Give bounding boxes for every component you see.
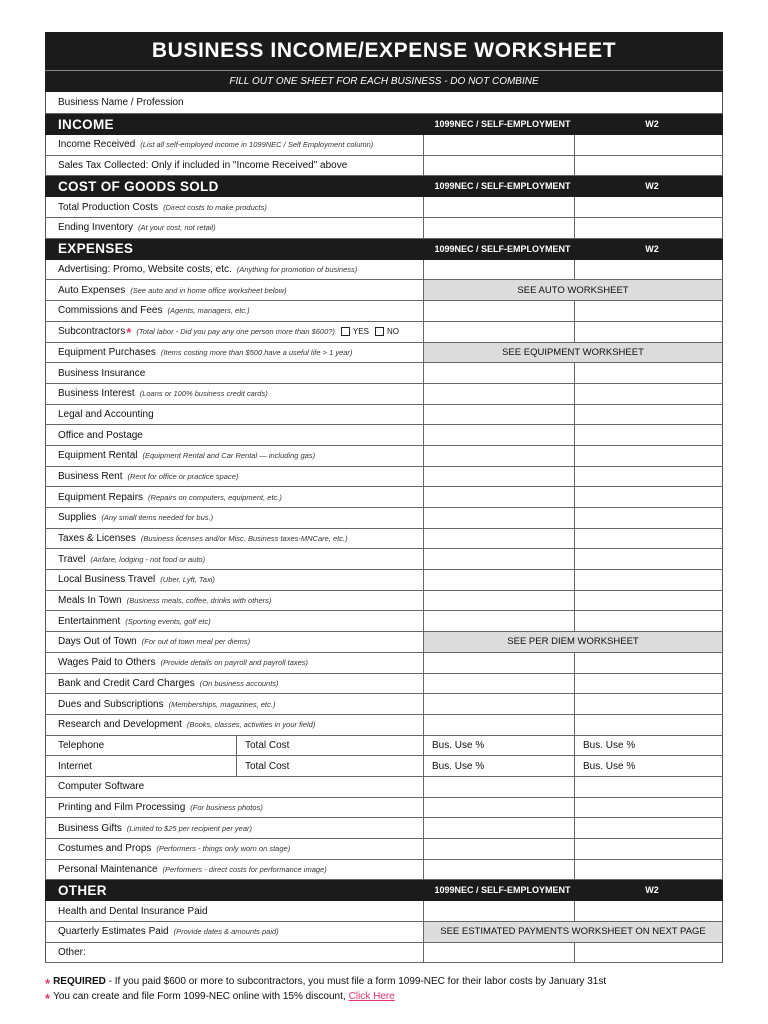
- input-w2[interactable]: [574, 405, 722, 425]
- row-label: Ending Inventory: [58, 222, 134, 234]
- input-w2[interactable]: [574, 570, 722, 590]
- row-label: Total Production Costs: [58, 201, 159, 213]
- col-w2-header: W2: [645, 885, 659, 896]
- row-label: Days Out of Town: [58, 636, 137, 648]
- input-w2[interactable]: [574, 591, 722, 611]
- input-1099[interactable]: [423, 487, 574, 507]
- row-label: Bank and Credit Card Charges: [58, 677, 195, 689]
- row-label: Business Rent: [58, 470, 123, 482]
- row-label: Sales Tax Collected: Only if included in "Income Received" above: [58, 160, 348, 172]
- row-note: (Items costing more than $500 have a useful life > 1 year): [160, 347, 353, 357]
- row-label: Other:: [58, 947, 86, 959]
- col-w2-header: W2: [645, 243, 659, 254]
- table-row: [45, 736, 723, 757]
- row-label: Income Received: [58, 139, 136, 151]
- section-cogs-header: [45, 176, 723, 197]
- input-w2[interactable]: [574, 135, 722, 155]
- required-star-icon: *: [45, 991, 51, 1006]
- required-text: - If you paid $600 or more to subcontractors, you must file a form 1099-NEC for their labor costs by January 31st: [108, 976, 607, 987]
- online-note: [45, 989, 606, 1004]
- input-1099[interactable]: [423, 818, 574, 838]
- table-row: [45, 756, 723, 777]
- input-1099[interactable]: [423, 425, 574, 445]
- table-row: [45, 218, 723, 239]
- table-row: [45, 135, 723, 156]
- input-1099[interactable]: [423, 611, 574, 631]
- row-label: Costumes and Props: [58, 843, 152, 855]
- total-cost-field[interactable]: Total Cost: [236, 736, 423, 756]
- input-w2[interactable]: [574, 529, 722, 549]
- row-label: Advertising: Promo, Website costs, etc.: [58, 264, 232, 276]
- table-row: [45, 839, 723, 860]
- row-note: (Airfare, lodging - not food or auto): [90, 554, 206, 564]
- table-row: [45, 777, 723, 798]
- row-note: (See auto and in home office worksheet below): [130, 285, 287, 295]
- row-label: Business Gifts: [58, 822, 122, 834]
- table-row: [45, 405, 723, 426]
- input-w2[interactable]: [574, 818, 722, 838]
- input-1099[interactable]: [423, 943, 574, 963]
- section-income-header: [45, 114, 723, 135]
- row-label: Telephone: [58, 739, 105, 751]
- row-label: Office and Postage: [58, 429, 143, 441]
- row-note: (Business meals, coffee, drinks with others): [126, 596, 272, 606]
- table-row: [45, 591, 723, 612]
- row-label: Supplies: [58, 512, 97, 524]
- input-w2[interactable]: [574, 218, 722, 238]
- row-label: Legal and Accounting: [58, 408, 154, 420]
- input-w2[interactable]: [574, 384, 722, 404]
- table-row: [45, 674, 723, 695]
- table-row: [45, 901, 723, 922]
- see-estimated-payments-worksheet: SEE ESTIMATED PAYMENTS WORKSHEET ON NEXT PAGE: [423, 922, 722, 942]
- row-note: (Equipment Rental and Car Rental — including gas): [142, 451, 316, 461]
- input-1099[interactable]: [423, 839, 574, 859]
- no-checkbox[interactable]: [375, 327, 384, 336]
- business-name-label: Business Name / Profession: [58, 97, 184, 108]
- row-label: Local Business Travel: [58, 574, 156, 586]
- row-label: Dues and Subscriptions: [58, 698, 164, 710]
- input-w2[interactable]: [574, 425, 722, 445]
- row-label: Meals In Town: [58, 595, 122, 607]
- input-1099[interactable]: [423, 384, 574, 404]
- row-note: (Sporting events, golf etc): [125, 616, 211, 626]
- row-note: (Total labor - Did you pay any one person more than $600?): [136, 327, 335, 337]
- input-1099[interactable]: [423, 446, 574, 466]
- row-note: (Any small items needed for bus.): [101, 513, 214, 523]
- online-text: You can create and file Form 1099-NEC online with 15% discount,: [53, 991, 346, 1002]
- row-label: Wages Paid to Others: [58, 657, 156, 669]
- table-row: [45, 549, 723, 570]
- row-note: (Uber, Lyft, Taxi): [160, 575, 215, 585]
- input-1099[interactable]: [423, 674, 574, 694]
- table-row: [45, 653, 723, 674]
- input-1099[interactable]: [423, 591, 574, 611]
- row-label: Internet: [58, 760, 92, 772]
- row-label: Research and Development: [58, 719, 182, 731]
- table-row: [45, 446, 723, 467]
- yes-label: YES: [352, 327, 369, 337]
- row-label: Equipment Purchases: [58, 346, 156, 358]
- input-1099[interactable]: [423, 715, 574, 735]
- row-label: Auto Expenses: [58, 284, 126, 296]
- col-1099-header: 1099NEC / SELF-EMPLOYMENT: [434, 885, 571, 896]
- row-label: Entertainment: [58, 615, 121, 627]
- input-w2[interactable]: [574, 508, 722, 528]
- input-1099[interactable]: [423, 156, 574, 176]
- input-w2[interactable]: [574, 260, 722, 280]
- input-1099[interactable]: [423, 467, 574, 487]
- table-row: [45, 508, 723, 529]
- row-label: Quarterly Estimates Paid: [58, 926, 169, 938]
- row-note: (List all self-employed income in 1099NEC / Self Employment column): [140, 140, 374, 150]
- table-row: [45, 818, 723, 839]
- input-w2[interactable]: [574, 798, 722, 818]
- row-label: Commissions and Fees: [58, 305, 163, 317]
- yes-checkbox[interactable]: [341, 327, 350, 336]
- input-w2[interactable]: [574, 715, 722, 735]
- click-here-link[interactable]: Click Here: [348, 991, 395, 1002]
- row-note: (Limited to $25 per recipient per year): [126, 823, 252, 833]
- row-note: (Business licenses and/or Misc. Business taxes-MNCare, etc.): [140, 534, 348, 544]
- table-row: [45, 798, 723, 819]
- input-w2[interactable]: [574, 777, 722, 797]
- row-note: (Provide dates & amounts paid): [173, 927, 279, 937]
- table-row: [45, 715, 723, 736]
- input-1099[interactable]: [423, 694, 574, 714]
- input-w2[interactable]: [574, 487, 722, 507]
- input-1099[interactable]: [423, 363, 574, 383]
- col-w2-header: W2: [645, 119, 659, 129]
- row-label: Business Interest: [58, 388, 135, 400]
- required-note: [45, 974, 606, 989]
- table-row: [45, 343, 723, 364]
- table-row: [45, 860, 723, 881]
- row-note: (Agents, managers, etc.): [167, 306, 250, 316]
- required-label: REQUIRED: [53, 976, 106, 987]
- input-1099[interactable]: [423, 653, 574, 673]
- input-1099[interactable]: [423, 777, 574, 797]
- input-w2[interactable]: [574, 467, 722, 487]
- col-1099-header: 1099NEC / SELF-EMPLOYMENT: [434, 119, 571, 129]
- required-star-icon: *: [45, 976, 51, 991]
- table-row: [45, 943, 723, 964]
- col-1099-header: 1099NEC / SELF-EMPLOYMENT: [434, 181, 571, 192]
- row-label: Business Insurance: [58, 367, 146, 379]
- see-auto-worksheet: SEE AUTO WORKSHEET: [423, 280, 722, 300]
- see-per-diem-worksheet: SEE PER DIEM WORKSHEET: [423, 632, 722, 652]
- row-label: Personal Maintenance: [58, 864, 158, 876]
- input-w2[interactable]: [574, 860, 722, 880]
- table-row: [45, 301, 723, 322]
- row-label: Printing and Film Processing: [58, 801, 186, 813]
- table-row: [45, 611, 723, 632]
- input-w2[interactable]: [574, 197, 722, 217]
- input-w2[interactable]: [574, 694, 722, 714]
- table-row: [45, 322, 723, 343]
- row-label: Travel: [58, 553, 86, 565]
- input-1099[interactable]: [423, 508, 574, 528]
- table-row: [45, 384, 723, 405]
- input-w2[interactable]: [574, 322, 722, 342]
- input-1099[interactable]: [423, 529, 574, 549]
- input-1099[interactable]: [423, 570, 574, 590]
- col-1099-header: 1099NEC / SELF-EMPLOYMENT: [434, 243, 571, 254]
- input-w2[interactable]: [574, 549, 722, 569]
- input-1099[interactable]: [423, 549, 574, 569]
- table-row: [45, 156, 723, 177]
- input-w2[interactable]: [574, 674, 722, 694]
- row-note: (Performers - things only worn on stage): [156, 844, 291, 854]
- input-w2[interactable]: [574, 156, 722, 176]
- row-label: Health and Dental Insurance Paid: [58, 905, 208, 917]
- table-row: [45, 570, 723, 591]
- row-note: (Loans or 100% business credit cards): [139, 389, 268, 399]
- business-name-row[interactable]: [45, 92, 723, 114]
- row-label: Equipment Rental: [58, 450, 138, 462]
- row-label: Equipment Repairs: [58, 491, 144, 503]
- total-cost-field[interactable]: Total Cost: [236, 756, 423, 776]
- input-1099[interactable]: [423, 301, 574, 321]
- no-label: NO: [386, 327, 399, 337]
- section-income-title: INCOME: [58, 116, 114, 132]
- table-row: [45, 363, 723, 384]
- table-row: [45, 487, 723, 508]
- input-1099[interactable]: [423, 901, 574, 921]
- section-other-title: OTHER: [58, 882, 107, 898]
- table-row: [45, 922, 723, 943]
- row-note: (On business accounts): [199, 678, 279, 688]
- input-1099[interactable]: [423, 798, 574, 818]
- table-row: [45, 260, 723, 281]
- input-1099[interactable]: [423, 218, 574, 238]
- worksheet: [45, 32, 723, 963]
- input-1099[interactable]: [423, 135, 574, 155]
- row-label: Computer Software: [58, 781, 145, 793]
- input-w2[interactable]: [574, 901, 722, 921]
- table-row: [45, 467, 723, 488]
- row-label: Taxes & Licenses: [58, 533, 136, 545]
- input-w2[interactable]: [574, 301, 722, 321]
- required-star-icon: *: [126, 325, 132, 341]
- row-note: (Anything for promotion of business): [236, 265, 358, 275]
- table-row: [45, 632, 723, 653]
- input-1099[interactable]: [423, 197, 574, 217]
- input-w2[interactable]: [574, 611, 722, 631]
- input-1099[interactable]: [423, 405, 574, 425]
- bus-use-field[interactable]: Bus. Use %: [423, 756, 574, 776]
- see-equipment-worksheet: SEE EQUIPMENT WORKSHEET: [423, 343, 722, 363]
- table-row: [45, 280, 723, 301]
- row-note: (Books, classes, activities in your field): [186, 720, 316, 730]
- table-row: [45, 529, 723, 550]
- bus-use-field[interactable]: Bus. Use %: [423, 736, 574, 756]
- row-note: (Memberships, magazines, etc.): [168, 699, 276, 709]
- col-w2-header: W2: [645, 181, 659, 192]
- input-w2[interactable]: [574, 363, 722, 383]
- row-label: Subcontractors: [58, 326, 126, 338]
- table-row: [45, 694, 723, 715]
- bus-use-field[interactable]: Bus. Use %: [574, 756, 722, 776]
- table-row: [45, 425, 723, 446]
- row-note: (Repairs on computers, equipment, etc.): [148, 492, 282, 502]
- row-note: (Direct costs to make products): [163, 202, 267, 212]
- row-note: (For business photos): [190, 802, 263, 812]
- section-cogs-title: COST OF GOODS SOLD: [58, 178, 219, 194]
- input-w2[interactable]: [574, 839, 722, 859]
- row-note: (Provide details on payroll and payroll taxes): [160, 658, 309, 668]
- input-w2[interactable]: [574, 446, 722, 466]
- page-title: BUSINESS INCOME/EXPENSE WORKSHEET: [45, 32, 723, 70]
- page-subtitle: FILL OUT ONE SHEET FOR EACH BUSINESS - DO NOT COMBINE: [45, 70, 723, 92]
- bus-use-field[interactable]: Bus. Use %: [574, 736, 722, 756]
- section-expenses-header: [45, 239, 723, 260]
- row-note: (At your cost, not retail): [138, 223, 216, 233]
- row-note: (Rent for office or practice space): [127, 471, 239, 481]
- input-1099[interactable]: [423, 260, 574, 280]
- input-w2[interactable]: [574, 943, 722, 963]
- section-expenses-title: EXPENSES: [58, 241, 134, 257]
- table-row: [45, 197, 723, 218]
- input-1099[interactable]: [423, 322, 574, 342]
- input-1099[interactable]: [423, 860, 574, 880]
- footer-notes: [45, 974, 606, 1004]
- section-other-header: [45, 880, 723, 901]
- input-w2[interactable]: [574, 653, 722, 673]
- row-note: (Performers - direct costs for performance image): [162, 865, 327, 875]
- row-note: (For out of town meal per diems): [141, 637, 251, 647]
